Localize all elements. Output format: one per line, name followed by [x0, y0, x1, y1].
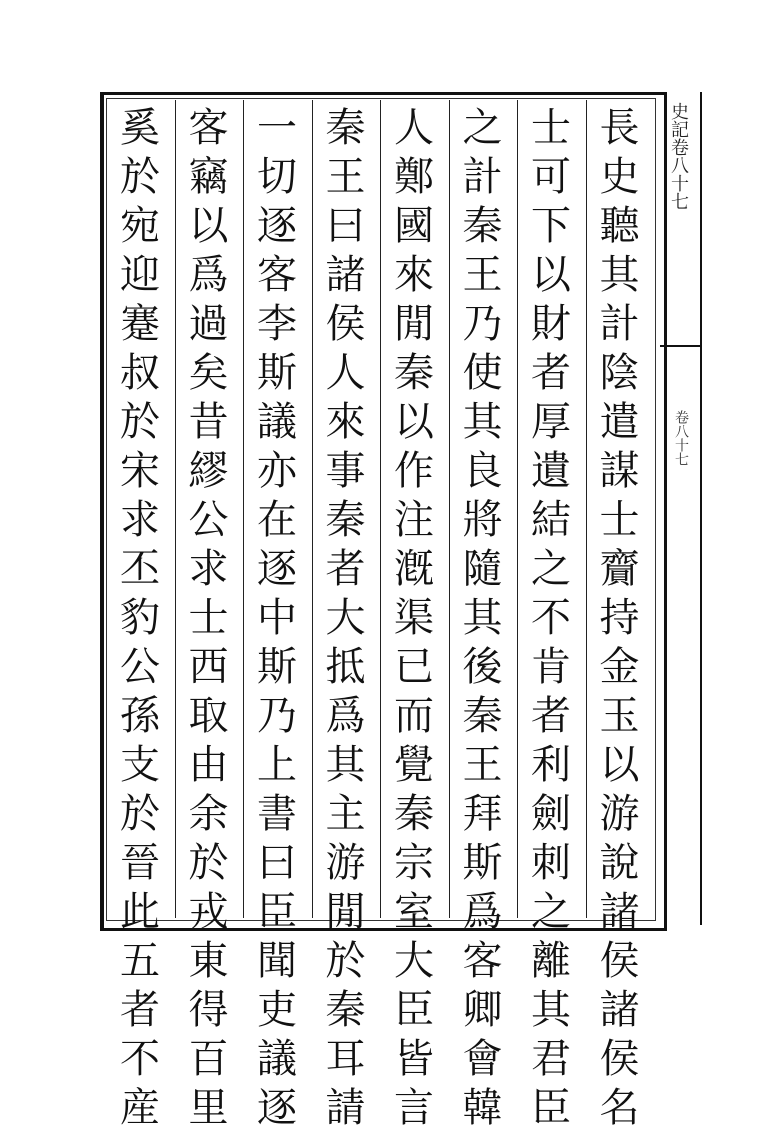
glyph: 秦 [325, 497, 366, 543]
glyph: 曰 [325, 203, 366, 249]
glyph: 持 [599, 595, 640, 641]
glyph: 迎 [120, 252, 160, 298]
glyph: 閒 [325, 889, 366, 935]
glyph: 將 [462, 497, 503, 543]
glyph: 臣 [394, 987, 434, 1033]
glyph: 中 [257, 595, 297, 641]
glyph: 拜 [462, 791, 503, 837]
glyph: 抵 [325, 644, 366, 690]
glyph: 鄭 [394, 154, 434, 200]
glyph: 百 [188, 1036, 229, 1082]
glyph: 財 [531, 301, 571, 347]
glyph: 産 [120, 1085, 160, 1131]
column-rule [449, 100, 450, 918]
glyph: 者 [120, 987, 160, 1033]
glyph: 逐 [257, 203, 297, 249]
glyph: 秦 [462, 693, 503, 739]
glyph: 於 [120, 399, 160, 445]
glyph: 韓 [462, 1085, 503, 1131]
glyph: 之 [531, 889, 571, 935]
glyph: 爲 [462, 889, 503, 935]
glyph: 聞 [257, 938, 297, 984]
glyph: 豹 [120, 595, 160, 641]
glyph: 肯 [531, 644, 571, 690]
glyph: 得 [188, 987, 229, 1033]
glyph: 後 [462, 644, 503, 690]
text-column [112, 104, 168, 1131]
glyph: 長 [599, 105, 640, 151]
column-rule [243, 100, 244, 918]
column-rule [175, 100, 176, 918]
glyph: 注 [394, 497, 434, 543]
glyph: 斯 [257, 350, 297, 396]
glyph: 戎 [188, 889, 229, 935]
glyph: 蹇 [120, 301, 160, 347]
glyph: 逐 [257, 546, 297, 592]
text-column [592, 104, 648, 1131]
glyph: 五 [120, 938, 160, 984]
glyph: 作 [394, 448, 434, 494]
glyph: 議 [257, 399, 297, 445]
glyph: 劍 [531, 791, 571, 837]
column-rule [517, 100, 518, 918]
glyph: 史 [599, 154, 640, 200]
text-column [455, 104, 511, 1131]
glyph: 厚 [531, 399, 571, 445]
glyph: 秦 [325, 987, 366, 1033]
glyph: 士 [188, 595, 229, 641]
glyph: 臣 [257, 889, 297, 935]
glyph: 齎 [599, 546, 640, 592]
glyph: 曰 [257, 840, 297, 886]
glyph: 來 [325, 399, 366, 445]
glyph: 遣 [599, 399, 640, 445]
glyph: 王 [462, 252, 503, 298]
glyph: 大 [394, 938, 434, 984]
glyph: 金 [599, 644, 640, 690]
glyph: 昔 [188, 399, 229, 445]
glyph: 者 [531, 350, 571, 396]
column-rule [380, 100, 381, 918]
glyph: 者 [325, 546, 366, 592]
glyph: 不 [531, 595, 571, 641]
glyph: 遺 [531, 448, 571, 494]
glyph: 余 [188, 791, 229, 837]
text-column [386, 104, 442, 1131]
glyph: 謀 [599, 448, 640, 494]
glyph: 於 [120, 791, 160, 837]
glyph: 言 [394, 1085, 434, 1131]
glyph: 其 [462, 399, 503, 445]
fishtail-mark [660, 345, 700, 367]
glyph: 乃 [462, 301, 503, 347]
glyph: 君 [531, 1036, 571, 1082]
glyph: 取 [188, 693, 229, 739]
glyph: 閒 [394, 301, 434, 347]
glyph: 上 [257, 742, 297, 788]
glyph: 皆 [394, 1036, 434, 1082]
glyph: 於 [325, 938, 366, 984]
glyph: 士 [599, 497, 640, 543]
text-column [249, 104, 305, 1131]
glyph: 聽 [599, 203, 640, 249]
glyph: 求 [188, 546, 229, 592]
glyph: 侯 [325, 301, 366, 347]
glyph: 以 [531, 252, 571, 298]
glyph: 由 [188, 742, 229, 788]
glyph: 諸 [599, 889, 640, 935]
glyph: 里 [188, 1085, 229, 1131]
glyph: 於 [188, 840, 229, 886]
glyph: 切 [257, 154, 297, 200]
glyph: 晉 [120, 840, 160, 886]
glyph: 以 [394, 399, 434, 445]
glyph: 在 [257, 497, 297, 543]
glyph: 結 [531, 497, 571, 543]
glyph: 請 [325, 1085, 366, 1131]
glyph: 其 [462, 595, 503, 641]
margin-juan-number: 卷八十七 [673, 410, 689, 466]
glyph: 使 [462, 350, 503, 396]
block-margin-strip [660, 92, 702, 925]
glyph: 不 [120, 1036, 160, 1082]
glyph: 主 [325, 791, 366, 837]
glyph: 孫 [120, 693, 160, 739]
glyph: 過 [188, 301, 229, 347]
glyph: 亦 [257, 448, 297, 494]
glyph: 說 [599, 840, 640, 886]
glyph: 離 [531, 938, 571, 984]
glyph: 來 [394, 252, 434, 298]
glyph: 王 [325, 154, 366, 200]
glyph: 其 [531, 987, 571, 1033]
glyph: 之 [531, 546, 571, 592]
glyph: 東 [188, 938, 229, 984]
glyph: 斯 [257, 644, 297, 690]
glyph: 竊 [188, 154, 229, 200]
text-column [181, 104, 237, 1131]
glyph: 此 [120, 889, 160, 935]
glyph: 以 [188, 203, 229, 249]
glyph: 耳 [325, 1036, 366, 1082]
glyph: 下 [531, 203, 571, 249]
glyph: 游 [325, 840, 366, 886]
glyph: 公 [188, 497, 229, 543]
glyph: 玉 [599, 693, 640, 739]
glyph: 支 [120, 742, 160, 788]
glyph: 書 [257, 791, 297, 837]
glyph: 侯 [599, 1036, 640, 1082]
glyph: 宋 [120, 448, 160, 494]
glyph: 諸 [325, 252, 366, 298]
glyph: 游 [599, 791, 640, 837]
glyph: 西 [188, 644, 229, 690]
glyph: 良 [462, 448, 503, 494]
glyph: 名 [599, 1085, 640, 1131]
text-column [523, 104, 579, 1131]
glyph: 臣 [531, 1085, 571, 1131]
glyph: 公 [120, 644, 160, 690]
glyph: 一 [257, 105, 297, 151]
glyph: 丕 [120, 546, 160, 592]
glyph: 斯 [462, 840, 503, 886]
glyph: 客 [462, 938, 503, 984]
glyph: 奚 [120, 105, 160, 151]
glyph: 爲 [188, 252, 229, 298]
glyph: 繆 [188, 448, 229, 494]
glyph: 隨 [462, 546, 503, 592]
glyph: 漑 [394, 546, 434, 592]
glyph: 宗 [394, 840, 434, 886]
column-rule [586, 100, 587, 918]
glyph: 議 [257, 1036, 297, 1082]
glyph: 李 [257, 301, 297, 347]
glyph: 室 [394, 889, 434, 935]
glyph: 其 [599, 252, 640, 298]
glyph: 卿 [462, 987, 503, 1033]
margin-title: 史記卷八十七 [668, 102, 689, 210]
glyph: 逐 [257, 1085, 297, 1131]
glyph: 侯 [599, 938, 640, 984]
glyph: 事 [325, 448, 366, 494]
glyph: 人 [325, 350, 366, 396]
glyph: 會 [462, 1036, 503, 1082]
glyph: 秦 [394, 350, 434, 396]
glyph: 爲 [325, 693, 366, 739]
glyph: 國 [394, 203, 434, 249]
glyph: 者 [531, 693, 571, 739]
glyph: 其 [325, 742, 366, 788]
glyph: 王 [462, 742, 503, 788]
column-rule [312, 100, 313, 918]
glyph: 可 [531, 154, 571, 200]
glyph: 宛 [120, 203, 160, 249]
glyph: 諸 [599, 987, 640, 1033]
glyph: 客 [257, 252, 297, 298]
glyph: 秦 [462, 203, 503, 249]
glyph: 客 [188, 105, 229, 151]
glyph: 刺 [531, 840, 571, 886]
glyph: 吏 [257, 987, 297, 1033]
glyph: 利 [531, 742, 571, 788]
glyph: 求 [120, 497, 160, 543]
glyph: 而 [394, 693, 434, 739]
glyph: 乃 [257, 693, 297, 739]
glyph: 計 [599, 301, 640, 347]
glyph: 人 [394, 105, 434, 151]
glyph: 秦 [325, 105, 366, 151]
glyph: 計 [462, 154, 503, 200]
glyph: 以 [599, 742, 640, 788]
glyph: 陰 [599, 350, 640, 396]
glyph: 已 [394, 644, 434, 690]
glyph: 於 [120, 154, 160, 200]
glyph: 大 [325, 595, 366, 641]
glyph: 士 [531, 105, 571, 151]
glyph: 矣 [188, 350, 229, 396]
glyph: 秦 [394, 791, 434, 837]
text-column [318, 104, 374, 1131]
glyph: 渠 [394, 595, 434, 641]
glyph: 覺 [394, 742, 434, 788]
glyph: 之 [462, 105, 503, 151]
glyph: 叔 [120, 350, 160, 396]
